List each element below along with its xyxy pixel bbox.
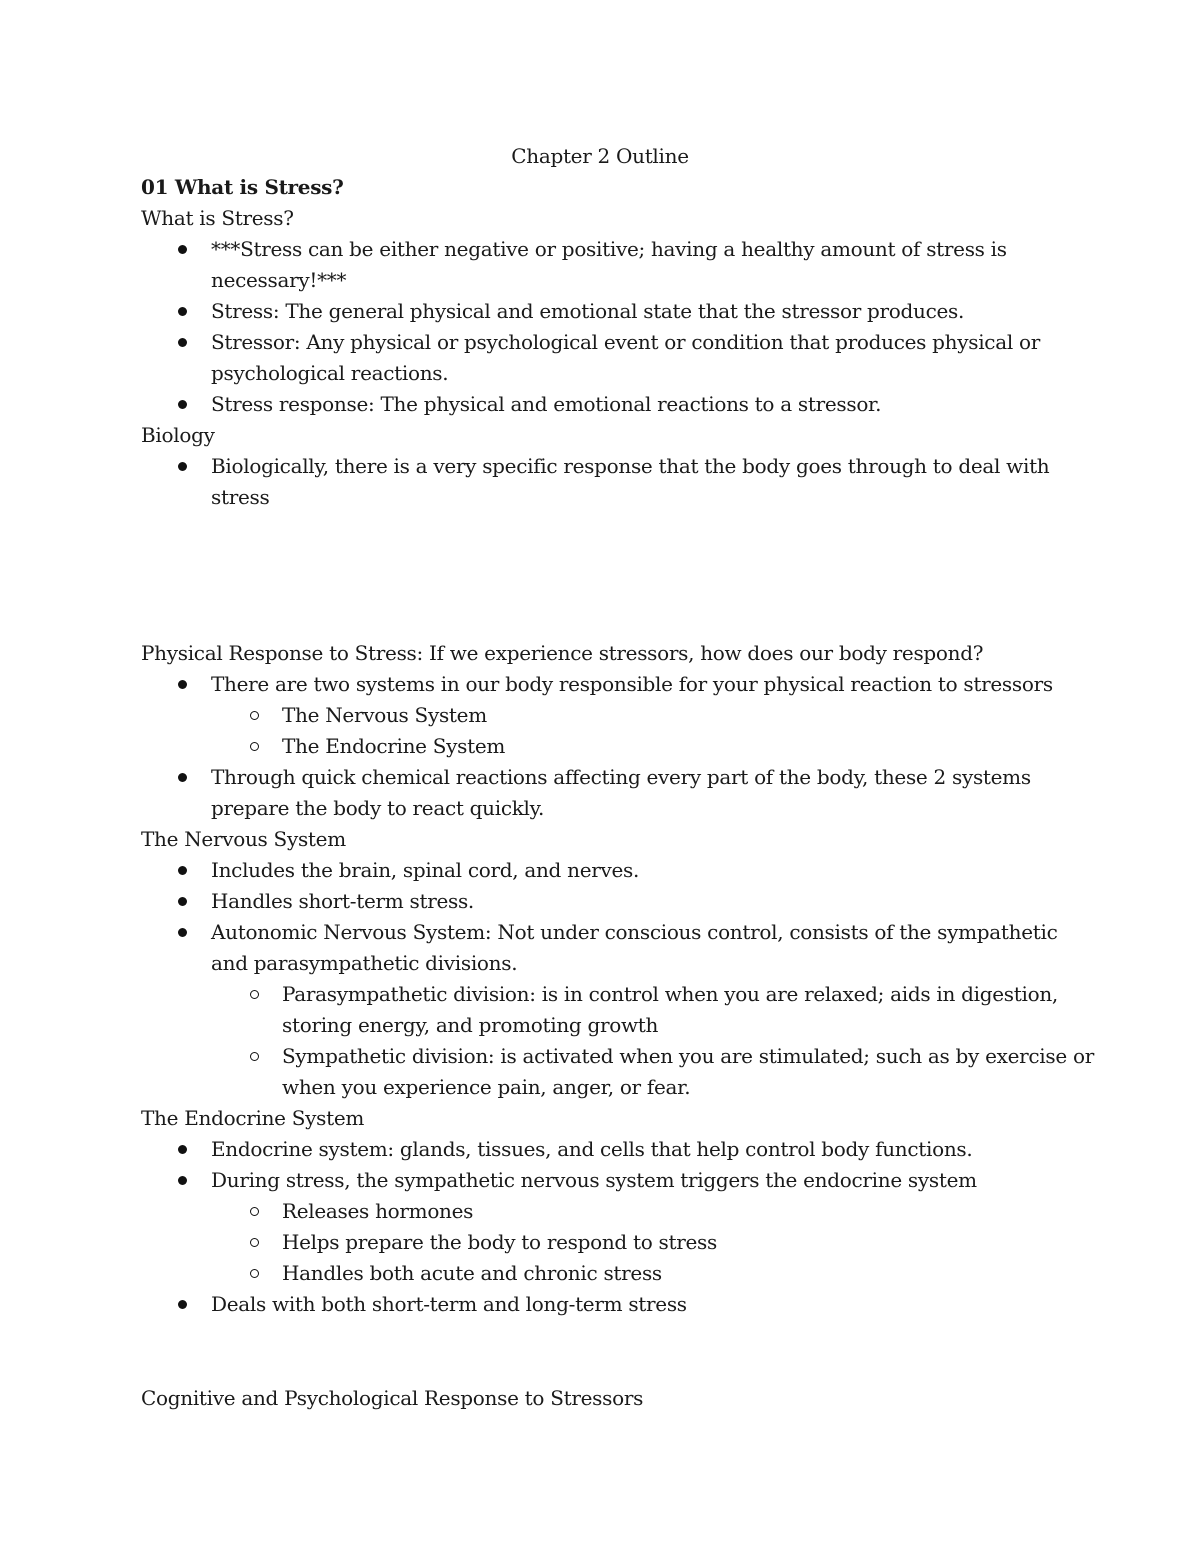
sub-bullet-icon [250,1227,259,1258]
list-item: Deals with both short-term and long-term stress [211,1292,687,1316]
list-item: ***Stress can be either negative or positive; having a healthy amount of stress is [211,237,1007,261]
bullet-icon [178,296,187,327]
sub-list-item-continuation: when you experience pain, anger, or fear. [282,1075,691,1099]
sub-list-item: Releases hormones [282,1199,474,1223]
bullet-icon [178,1134,187,1165]
list-item: Includes the brain, spinal cord, and nerves. [211,858,640,882]
bullet-icon [178,1165,187,1196]
sub-list-item-continuation: storing energy, and promoting growth [282,1013,659,1037]
list-item: Autonomic Nervous System: Not under conscious control, consists of the sympathetic [211,920,1058,944]
list-item-continuation: psychological reactions. [211,361,449,385]
subheading-cognitive-response: Cognitive and Psychological Response to Stressors [141,1386,644,1410]
list-item-continuation: and parasympathetic divisions. [211,951,518,975]
list-item: Stress: The general physical and emotional state that the stressor produces. [211,299,965,323]
sub-list-item: Handles both acute and chronic stress [282,1261,662,1285]
bullet-icon [178,451,187,482]
sub-list-item: Sympathetic division: is activated when you are stimulated; such as by exercise or [282,1044,1094,1068]
bullet-icon [178,1289,187,1320]
subheading-nervous-system: The Nervous System [141,827,346,851]
list-item: Stress response: The physical and emotional reactions to a stressor. [211,392,882,416]
bullet-icon [178,669,187,700]
subheading-biology: Biology [141,423,215,447]
section-heading: 01 What is Stress? [141,175,344,199]
list-item: Handles short-term stress. [211,889,474,913]
list-item-continuation: prepare the body to react quickly. [211,796,545,820]
list-item: Stressor: Any physical or psychological event or condition that produces physical or [211,330,1040,354]
list-item: There are two systems in our body responsible for your physical reaction to stressors [211,672,1053,696]
sub-list-item: The Nervous System [282,703,487,727]
bullet-icon [178,917,187,948]
sub-bullet-icon [250,731,259,762]
list-item-continuation: necessary!*** [211,268,347,292]
sub-list-item: The Endocrine System [282,734,506,758]
page-title: Chapter 2 Outline [511,144,689,168]
bullet-icon [178,234,187,265]
bullet-icon [178,389,187,420]
list-item-continuation: stress [211,485,270,509]
sub-bullet-icon [250,1258,259,1289]
sub-list-item: Helps prepare the body to respond to stress [282,1230,717,1254]
bullet-icon [178,886,187,917]
subheading-endocrine-system: The Endocrine System [141,1106,365,1130]
bullet-icon [178,855,187,886]
bullet-icon [178,327,187,358]
subheading-what-is-stress: What is Stress? [141,206,294,230]
sub-bullet-icon [250,1196,259,1227]
list-item: Biologically, there is a very specific response that the body goes through to deal with [211,454,1050,478]
sub-bullet-icon [250,700,259,731]
sub-bullet-icon [250,1041,259,1072]
list-item: Through quick chemical reactions affecting every part of the body, these 2 systems [211,765,1031,789]
list-item: Endocrine system: glands, tissues, and cells that help control body functions. [211,1137,973,1161]
list-item: During stress, the sympathetic nervous system triggers the endocrine system [211,1168,977,1192]
bullet-icon [178,762,187,793]
sub-list-item: Parasympathetic division: is in control when you are relaxed; aids in digestion, [282,982,1058,1006]
subheading-physical-response: Physical Response to Stress: If we experience stressors, how does our body respond? [141,641,984,665]
sub-bullet-icon [250,979,259,1010]
